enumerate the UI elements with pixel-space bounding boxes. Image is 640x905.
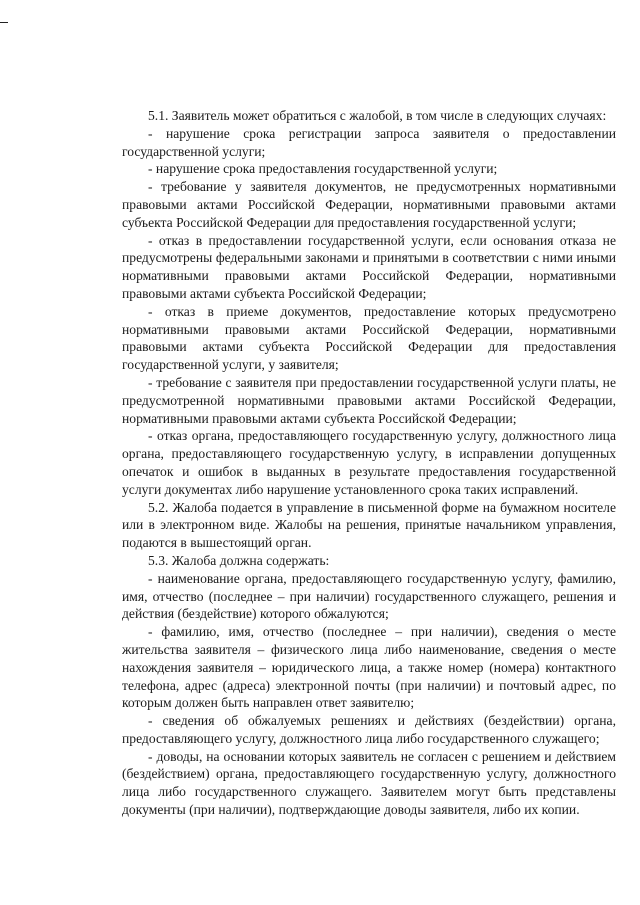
document-body [122,107,616,819]
list-item: - нарушение срока предоставления государственной услуги; [148,161,498,177]
scan-edge-mark [0,22,8,23]
list-item: - отказ в приеме документов, предоставление которых предусмотрено нормативными правовыми актами Российской Федерации, нормативными правовыми актами субъекта Российской Федерации для предоставления государственной услуги, у заявителя; [122,303,616,373]
list-item: - отказ в предоставлении государственной услуги, если основания отказа не предусмотрены федеральными законами и принятыми в соответствии с ними иными нормативными правовыми актами Российской Федерации, нормативными правовыми актами субъекта Российской Федерации; [122,232,616,301]
paragraph-5-2: 5.2. Жалоба подается в управление в письменной форме на бумажном носителе или в электронном виде. Жалобы на решения, принятые начальником управления, подаются в вышестоящий орган. [122,499,616,551]
list-item: - отказ органа, предоставляющего государственную услугу, должностного лица органа, предоставляющего государственную услугу, в исправлении допущенных опечаток и ошибок в выданных в результате предоставления государственной услуги документах либо нарушение установленного срока таких исправлений. [122,428,616,497]
paragraph-5-1: 5.1. Заявитель может обратиться с жалобой, в том числе в следующих случаях: [148,108,607,123]
list-item: - наименование органа, предоставляющего государственную услугу, фамилию, имя, отчество (последнее – при наличии) государственного служащего, решения и действия (бездействие) которого обжалуются; [122,570,616,622]
paragraph-5-3: 5.3. Жалоба должна содержать: [148,552,330,568]
list-item: - требование с заявителя при предоставлении государственной услуги платы, не предусмотренной нормативными правовыми актами Российской Федерации, нормативными правовыми актами субъекта Российской Федерации; [122,374,616,426]
list-item: - фамилию, имя, отчество (последнее – при наличии), сведения о месте жительства заявителя – физического лица либо наименование, сведения о месте нахождения заявителя – юридического лица, а также номер (номера) контактного телефона, адрес (адреса) электронной почты (при наличии) и почтовый адрес, по которым должен быть направлен ответ заявителю; [122,624,616,711]
list-item: - требование у заявителя документов, не предусмотренных нормативными правовыми актами Российской Федерации, нормативными правовыми актами субъекта Российской Федерации для предоставления государственной услуги; [122,179,616,230]
list-item: - сведения об обжалуемых решениях и действиях (бездействии) органа, предоставляющего услугу, должностного лица либо государственного служащего; [122,713,616,746]
list-item: - доводы, на основании которых заявитель не согласен с решением и действием (бездействием) органа, предоставляющего государственную услугу, должностного лица либо государственного служащего. Заявителем могут быть представлены документы (при наличии), подтверждающие доводы заявителя, либо их копии. [122,748,616,818]
list-item: - нарушение срока регистрации запроса заявителя о предоставлении государственной услуги; [122,125,616,159]
